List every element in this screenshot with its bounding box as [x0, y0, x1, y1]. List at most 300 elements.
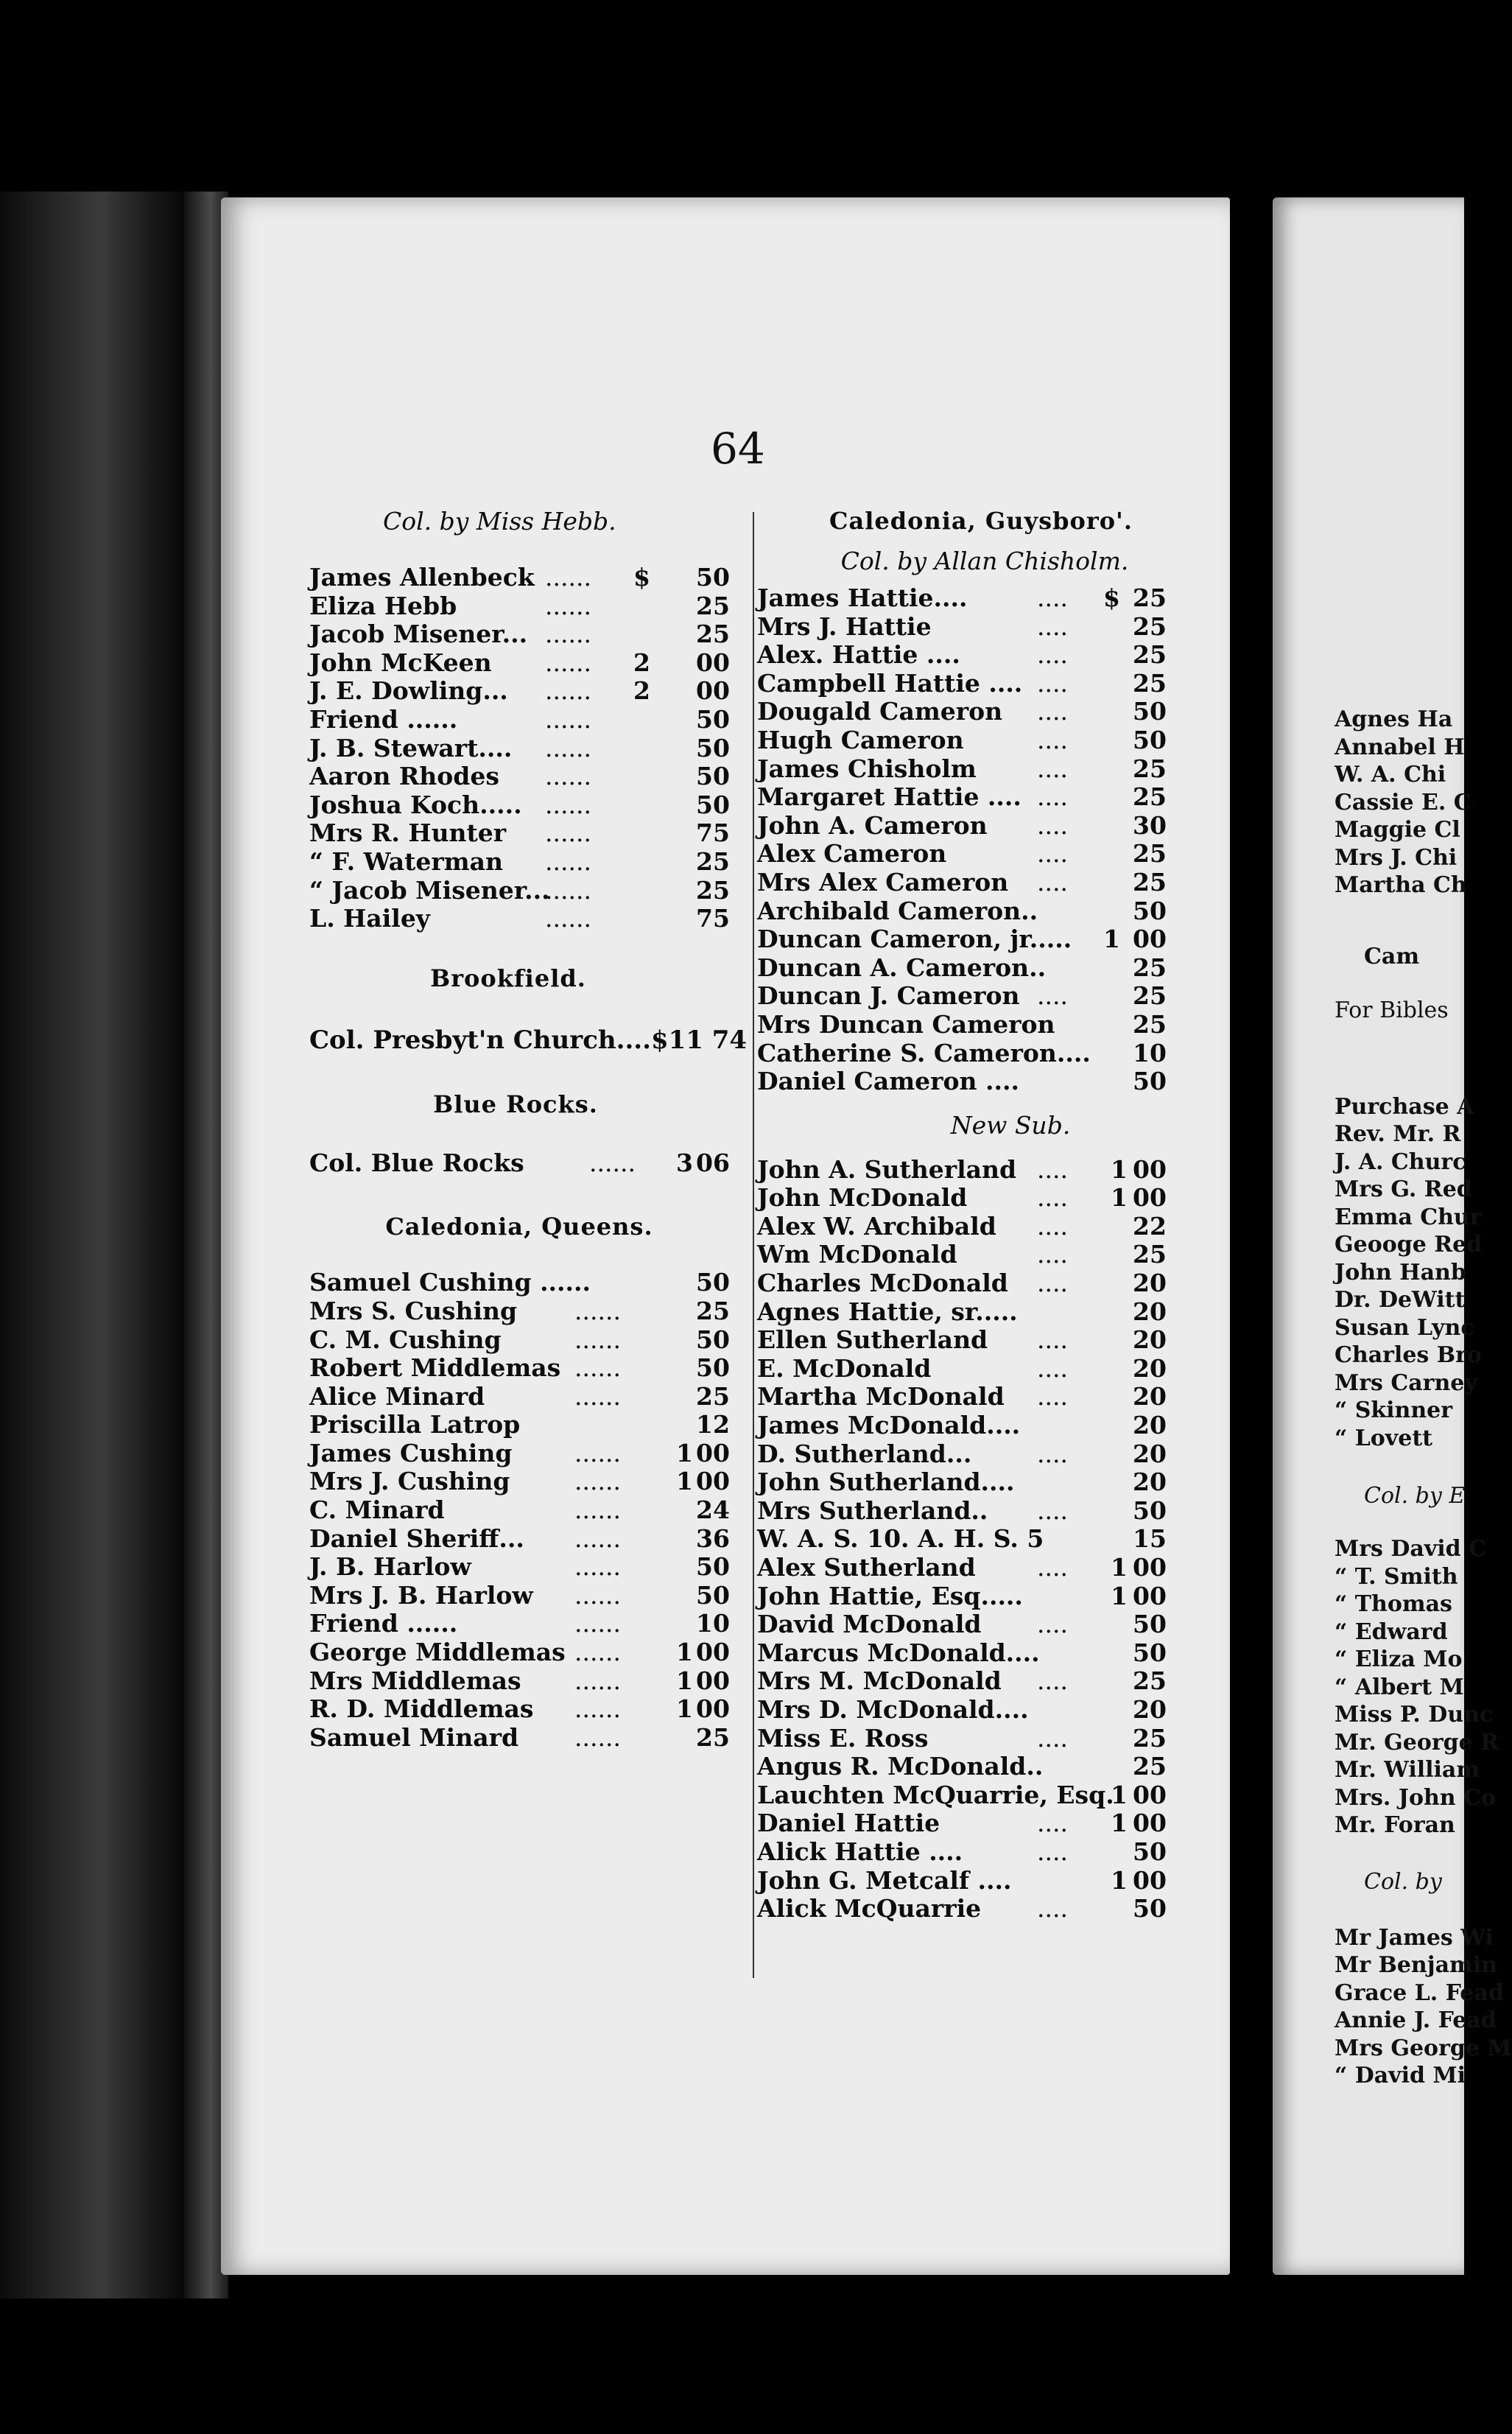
entry-row [309, 1525, 736, 1554]
adjacent-line: Agnes Ha [1335, 706, 1453, 732]
adjacent-line: Susan Lync [1335, 1314, 1474, 1341]
entry-leader: ...... [545, 620, 591, 649]
entry-cents: 25 [696, 846, 730, 876]
entry-name: Miss E. Ross [757, 1723, 929, 1753]
entry-leader: .... [1037, 810, 1068, 840]
entry-leader: .... [1037, 1382, 1068, 1411]
entry-row [309, 848, 736, 877]
entry-dollars: 1 [1111, 1553, 1128, 1582]
entry-leader: ...... [545, 818, 591, 848]
entry-row [757, 1383, 1180, 1411]
entry-name: Aaron Rhodes [309, 762, 499, 791]
entry-name: Wm McDonald [757, 1240, 957, 1269]
entry-leader: .... [1037, 1610, 1068, 1639]
entry-name: Martha McDonald [757, 1382, 1005, 1411]
entry-name: Alex W. Archibald [757, 1211, 996, 1241]
entry-leader: ...... [574, 1666, 621, 1695]
entry-name: C. M. Cushing [309, 1325, 502, 1354]
entry-dollars: 1 [1111, 1581, 1128, 1610]
entry-name: Daniel Sheriff... [309, 1523, 524, 1553]
entry-name: Daniel Cameron .... [757, 1067, 1019, 1096]
adjacent-heading: Cam [1364, 943, 1420, 969]
entry-name: Angus R. McDonald.. [757, 1752, 1044, 1781]
entry-cents: 25 [1133, 953, 1167, 982]
entry-cents: 25 [1133, 1752, 1167, 1781]
entry-name: Lauchten McQuarrie, Esq. [757, 1780, 1114, 1809]
entry-leader: .... [1037, 640, 1068, 670]
entry-name: Mrs Alex Cameron [757, 867, 1009, 897]
entry-row [309, 1383, 736, 1411]
entry-cents: 50 [696, 704, 730, 734]
entry-row [309, 1638, 736, 1667]
entry-leader: ...... [545, 563, 591, 592]
adjacent-line: Mr. Foran [1335, 1812, 1455, 1838]
right-column [753, 507, 1180, 1923]
adjacent-line: J. A. Churc [1335, 1148, 1466, 1175]
entry-cents: 50 [696, 563, 730, 592]
entry-row [757, 1725, 1180, 1753]
entry-cents: 36 [696, 1523, 730, 1553]
entry-cents: 25 [1133, 782, 1167, 812]
entry-leader: .... [1037, 1240, 1068, 1269]
entry-row [757, 1753, 1180, 1781]
entry-leader: ...... [574, 1467, 621, 1496]
entry-name: Col. Blue Rocks [309, 1148, 524, 1177]
entry-dollars: $ [633, 563, 650, 592]
entry-leader: ...... [574, 1523, 621, 1553]
entry-cents: 25 [1133, 1240, 1167, 1269]
entry-name: David McDonald [757, 1610, 982, 1639]
entry-leader: ...... [545, 704, 591, 734]
entry-name: Mrs R. Hunter [309, 818, 507, 848]
entry-cents: 12 [696, 1410, 730, 1439]
entry-row [309, 1667, 736, 1696]
entry-row [309, 1496, 736, 1525]
entry-name: Samuel Minard [309, 1722, 519, 1752]
entry-cents: 50 [1133, 1495, 1167, 1525]
adjacent-page [1273, 197, 1512, 2275]
entry-name: Eliza Hebb [309, 591, 457, 620]
entry-row [757, 1610, 1180, 1639]
entry-cents: 25 [1133, 867, 1167, 897]
entry-row [309, 791, 736, 820]
entry-cents: 25 [1133, 1723, 1167, 1753]
entry-leader: ...... [545, 591, 591, 620]
entry-name: Alice Minard [309, 1381, 485, 1411]
entry-leader: .... [1037, 668, 1068, 698]
entry-cents: 50 [1133, 1894, 1167, 1923]
entry-dollars: 1 [676, 1694, 693, 1724]
entry-cents: 00 [1133, 1809, 1167, 1838]
entry-row [309, 1553, 736, 1582]
adjacent-page-text [1335, 511, 1512, 2090]
entry-row [757, 1156, 1180, 1185]
entry-name: Marcus McDonald.... [757, 1638, 1040, 1667]
adjacent-text-block [1335, 706, 1512, 899]
entry-cents: 50 [1133, 1837, 1167, 1866]
entry-leader: .... [1037, 1809, 1068, 1838]
entry-name: Alick McQuarrie [757, 1894, 982, 1923]
entry-leader: .... [1037, 1837, 1068, 1866]
entry-cents: 50 [696, 790, 730, 819]
entry-name: Archibald Cameron.. [757, 896, 1038, 925]
entry-cents: 10 [1133, 1038, 1167, 1067]
adjacent-line: For Bibles [1335, 997, 1449, 1023]
entry-row [757, 1326, 1180, 1355]
adjacent-line: “ T. Smith [1335, 1563, 1458, 1590]
entry-cents: 20 [1133, 1411, 1167, 1440]
entry-name: John A. Cameron [757, 810, 988, 840]
entry-name: D. Sutherland... [757, 1439, 972, 1468]
adjacent-line: Charles Bro [1335, 1342, 1482, 1368]
adjacent-line: Geooge Red [1335, 1232, 1483, 1258]
entry-cents: 06 [696, 1148, 730, 1177]
entry-leader: .... [1037, 725, 1068, 754]
entry-dollars: 1 [676, 1638, 693, 1667]
entry-cents: 25 [696, 620, 730, 649]
entry-leader: .... [1037, 754, 1068, 783]
entry-leader: ...... [545, 790, 591, 819]
entry-leader: .... [1037, 981, 1068, 1011]
entry-name: Mrs J. Cushing [309, 1467, 510, 1496]
entry-leader: .... [1037, 1325, 1068, 1355]
entry-leader: ...... [574, 1325, 621, 1354]
entry-cents: 75 [696, 818, 730, 848]
entry-row [757, 982, 1180, 1011]
entry-leader: ...... [574, 1722, 621, 1752]
entry-row [309, 620, 736, 649]
entry-row [309, 1610, 736, 1638]
entry-dollars: 1 [1103, 925, 1120, 954]
entry-name: Priscilla Latrop [309, 1410, 521, 1439]
entry-leader: ...... [574, 1580, 621, 1610]
adjacent-line: Mrs George M [1335, 2035, 1512, 2061]
adjacent-line: Mr James Wi [1335, 1924, 1494, 1951]
entry-row [309, 1582, 736, 1610]
entry-cents: 10 [696, 1609, 730, 1638]
entry-row [757, 698, 1180, 726]
entry-cents: 50 [1133, 725, 1167, 754]
entry-cents: 50 [1133, 697, 1167, 726]
entry-cents: 25 [1133, 981, 1167, 1011]
brookfield-line: Col. Presbyt'n Church....$11 74 [309, 1025, 748, 1055]
entry-cents: 00 [696, 1694, 730, 1724]
adjacent-line: Mr Benjamin [1335, 1952, 1497, 1978]
entry-cents: 25 [1133, 668, 1167, 698]
entry-cents: 25 [696, 591, 730, 620]
entry-cents: 20 [1133, 1353, 1167, 1383]
adjacent-line: “ Skinner [1335, 1397, 1453, 1423]
entry-name: Mrs Sutherland.. [757, 1495, 988, 1525]
adjacent-line: “ Lovett [1335, 1425, 1433, 1451]
adjacent-line: W. A. Chi [1335, 762, 1446, 788]
entry-name: Mrs Middlemas [309, 1666, 521, 1695]
entry-name: “ Jacob Misener... [309, 875, 550, 905]
entry-row [309, 1297, 736, 1326]
entry-name: Duncan Cameron, jr..... [757, 925, 1072, 954]
left-column [309, 507, 748, 1752]
adjacent-line: Mrs J. Chi [1335, 844, 1458, 871]
book-spine [0, 192, 184, 2298]
entry-row [757, 726, 1180, 755]
entry-dollars: 1 [1111, 1183, 1128, 1213]
entry-cents: 20 [1133, 1297, 1167, 1326]
entry-leader: ...... [574, 1495, 621, 1525]
entry-name: Agnes Hattie, sr..... [757, 1297, 1018, 1326]
entry-name: Robert Middlemas [309, 1353, 561, 1383]
entry-row [309, 1269, 736, 1297]
entry-row [309, 706, 736, 734]
entry-name: Daniel Hattie [757, 1809, 940, 1838]
entry-row [757, 897, 1180, 926]
entry-name: Hugh Cameron [757, 725, 964, 754]
entry-row [309, 564, 736, 592]
entry-row [309, 1724, 736, 1753]
entry-cents: 00 [696, 1638, 730, 1667]
entry-row [757, 925, 1180, 954]
entry-leader: ...... [545, 648, 591, 677]
entry-row [757, 670, 1180, 698]
adjacent-line: Cassie E. C [1335, 789, 1471, 816]
section-heading-brookfield: Brookfield. [430, 964, 586, 992]
section-heading-caledonia-queens: Caledonia, Queens. [385, 1213, 653, 1241]
entry-cents: 25 [1133, 640, 1167, 670]
entry-row [309, 905, 736, 933]
entry-name: James McDonald.... [757, 1411, 1021, 1440]
section-heading-new-sub: New Sub. [950, 1110, 1071, 1140]
entry-row [757, 1525, 1180, 1554]
entry-leader: ...... [574, 1381, 621, 1411]
entry-cents: 25 [696, 1381, 730, 1411]
adjacent-line: Rev. Mr. R [1335, 1121, 1461, 1147]
entry-name: James Hattie.... [757, 583, 968, 612]
entry-leader: ...... [574, 1438, 621, 1467]
adjacent-text-block [1335, 1535, 1512, 1839]
entry-leader: .... [1037, 1439, 1068, 1468]
entry-leader: .... [1037, 697, 1068, 726]
entry-row [309, 1439, 736, 1468]
entry-name: Charles McDonald [757, 1269, 1008, 1298]
entry-row [309, 592, 736, 621]
adjacent-line: Mrs G. Red [1335, 1176, 1472, 1202]
entry-row [757, 755, 1180, 784]
entry-leader: ...... [545, 846, 591, 876]
entry-cents: 75 [696, 904, 730, 933]
adjacent-line: “ Albert M [1335, 1674, 1464, 1700]
adjacent-text-block [1335, 1093, 1512, 1453]
entry-name: E. McDonald [757, 1353, 932, 1383]
adjacent-line: “ Eliza Mo [1335, 1646, 1463, 1672]
adjacent-line: Mr. William [1335, 1757, 1480, 1783]
entry-list [753, 584, 1180, 1096]
entry-row [757, 812, 1180, 841]
entry-leader: ...... [589, 1148, 636, 1177]
entry-row [309, 1467, 736, 1496]
entry-name: Ellen Sutherland [757, 1325, 988, 1355]
entry-cents: 50 [696, 733, 730, 762]
entry-row [757, 1497, 1180, 1526]
entry-cents: 00 [696, 1438, 730, 1467]
entry-cents: 25 [1133, 1009, 1167, 1039]
entry-row [309, 1695, 736, 1724]
entry-cents: 20 [1133, 1325, 1167, 1355]
entry-name: Duncan A. Cameron.. [757, 953, 1047, 982]
entry-row [309, 677, 736, 706]
entry-cents: 25 [1133, 583, 1167, 612]
entry-cents: 20 [1133, 1467, 1167, 1497]
entry-row [309, 1411, 736, 1439]
entry-row [757, 1468, 1180, 1497]
entry-row [757, 1440, 1180, 1469]
entry-leader: ...... [574, 1694, 621, 1724]
entry-cents: 25 [1133, 839, 1167, 869]
entry-name: George Middlemas [309, 1638, 566, 1667]
entry-leader: ...... [574, 1638, 621, 1667]
entry-cents: 50 [1133, 1638, 1167, 1667]
entry-row [757, 1039, 1180, 1068]
entry-cents: 00 [1133, 1865, 1167, 1895]
entry-leader: ...... [545, 676, 591, 706]
entry-row [757, 1582, 1180, 1611]
adjacent-text-block [1335, 1924, 1512, 2090]
entry-leader: ...... [545, 733, 591, 762]
adjacent-line: Grace L. Fead [1335, 1979, 1504, 2006]
adjacent-line: Dr. DeWitt [1335, 1287, 1466, 1313]
entry-cents: 50 [696, 762, 730, 791]
entry-cents: 25 [696, 1722, 730, 1752]
adjacent-line: Mr. George R [1335, 1729, 1499, 1756]
entry-row [309, 819, 736, 848]
entry-name: C. Minard [309, 1495, 445, 1525]
entry-leader: .... [1037, 1723, 1068, 1753]
entry-row [757, 1355, 1180, 1383]
entry-leader: ...... [574, 1609, 621, 1638]
entry-list [309, 1269, 736, 1752]
entry-row [757, 1067, 1180, 1096]
entry-leader: .... [1037, 1553, 1068, 1582]
entry-name: James Cushing [309, 1438, 513, 1467]
adjacent-line: Purchase A [1335, 1093, 1474, 1120]
adjacent-heading: Col. by [1364, 1868, 1442, 1895]
adjacent-line: “ Thomas [1335, 1591, 1452, 1617]
entry-leader: .... [1037, 1894, 1068, 1923]
entry-name: W. A. S. 10. A. H. S. 5 [757, 1524, 1044, 1554]
entry-dollars: 1 [1111, 1809, 1128, 1838]
entry-dollars: 1 [1111, 1780, 1128, 1809]
entry-dollars: 2 [633, 676, 650, 706]
entry-cents: 50 [1133, 1610, 1167, 1639]
entry-name: Mrs S. Cushing [309, 1296, 518, 1325]
entry-name: L. Hailey [309, 904, 430, 933]
entry-cents: 50 [696, 1552, 730, 1582]
entry-leader: ...... [574, 1353, 621, 1383]
entry-name: Alex. Hattie .... [757, 640, 960, 670]
entry-leader: .... [1037, 782, 1068, 812]
entry-leader: .... [1037, 583, 1068, 612]
entry-name: James Chisholm [757, 754, 977, 783]
entry-row [757, 869, 1180, 897]
entry-dollars: 2 [633, 648, 650, 677]
entry-dollars: $ [1103, 583, 1120, 612]
entry-name: Mrs M. McDonald [757, 1666, 1002, 1696]
entry-name: “ F. Waterman [309, 846, 504, 876]
entry-row [309, 649, 736, 678]
entry-name: J. B. Harlow [309, 1552, 471, 1582]
entry-leader: .... [1037, 1211, 1068, 1241]
entry-cents: 00 [1133, 1581, 1167, 1610]
entry-leader: .... [1037, 839, 1068, 869]
adjacent-line: Mrs. John Co [1335, 1784, 1496, 1811]
entry-cents: 00 [696, 1467, 730, 1496]
entry-leader: ...... [545, 762, 591, 791]
adjacent-line: Miss P. Dunc [1335, 1702, 1494, 1728]
entry-row [757, 1895, 1180, 1923]
entry-row [757, 1241, 1180, 1269]
entry-cents: 20 [1133, 1439, 1167, 1468]
entry-name: Mrs J. Hattie [757, 611, 932, 641]
section-heading-caledonia-guysboro: Caledonia, Guysboro'. [829, 507, 1133, 535]
entry-leader: .... [1037, 1666, 1068, 1696]
entry-name: Dougald Cameron [757, 697, 1003, 726]
entry-cents: 50 [1133, 896, 1167, 925]
entry-row [757, 1809, 1180, 1838]
entry-name: Margaret Hattie .... [757, 782, 1022, 812]
entry-row [757, 1554, 1180, 1582]
entry-name: Duncan J. Cameron [757, 981, 1020, 1011]
entry-cents: 00 [696, 648, 730, 677]
entry-row [309, 762, 736, 791]
entry-name: Alick Hattie .... [757, 1837, 963, 1866]
entry-row [309, 1354, 736, 1383]
entry-cents: 25 [696, 875, 730, 905]
entry-name: Samuel Cushing ...... [309, 1268, 591, 1297]
entry-name: J. B. Stewart.... [309, 733, 513, 762]
entry-cents: 50 [1133, 1067, 1167, 1096]
entry-row [757, 1269, 1180, 1298]
entry-leader: .... [1037, 1495, 1068, 1525]
adjacent-line: Annabel H [1335, 734, 1465, 760]
entry-row [757, 783, 1180, 812]
entry-name: John Sutherland.... [757, 1467, 1015, 1497]
section-heading-blue-rocks: Blue Rocks. [433, 1090, 598, 1118]
entry-leader: .... [1037, 611, 1068, 641]
entry-cents: 24 [696, 1495, 730, 1525]
entry-list [753, 1156, 1180, 1923]
entry-row [309, 877, 736, 905]
entry-cents: 20 [1133, 1269, 1167, 1298]
entry-cents: 22 [1133, 1211, 1167, 1241]
adjacent-line: Martha Ch [1335, 872, 1467, 898]
adjacent-line: Mrs Carney [1335, 1369, 1477, 1396]
entry-cents: 00 [1133, 1183, 1167, 1213]
entry-row [757, 954, 1180, 983]
entry-row [757, 1011, 1180, 1039]
entry-row [757, 1867, 1180, 1895]
adjacent-line: Mrs David C [1335, 1536, 1486, 1562]
adjacent-heading: Col. by E [1364, 1483, 1466, 1509]
entry-name: Jacob Misener... [309, 620, 528, 649]
entry-dollars: 1 [676, 1438, 693, 1467]
entry-dollars: 1 [1111, 1865, 1128, 1895]
entry-name: James Allenbeck [309, 563, 535, 592]
entry-row [757, 1838, 1180, 1867]
page-number: 64 [711, 424, 765, 474]
entry-row [757, 1213, 1180, 1241]
entry-cents: 00 [696, 676, 730, 706]
entry-row [757, 1411, 1180, 1440]
entry-name: Friend ...... [309, 1609, 458, 1638]
entry-leader: .... [1037, 1183, 1068, 1213]
